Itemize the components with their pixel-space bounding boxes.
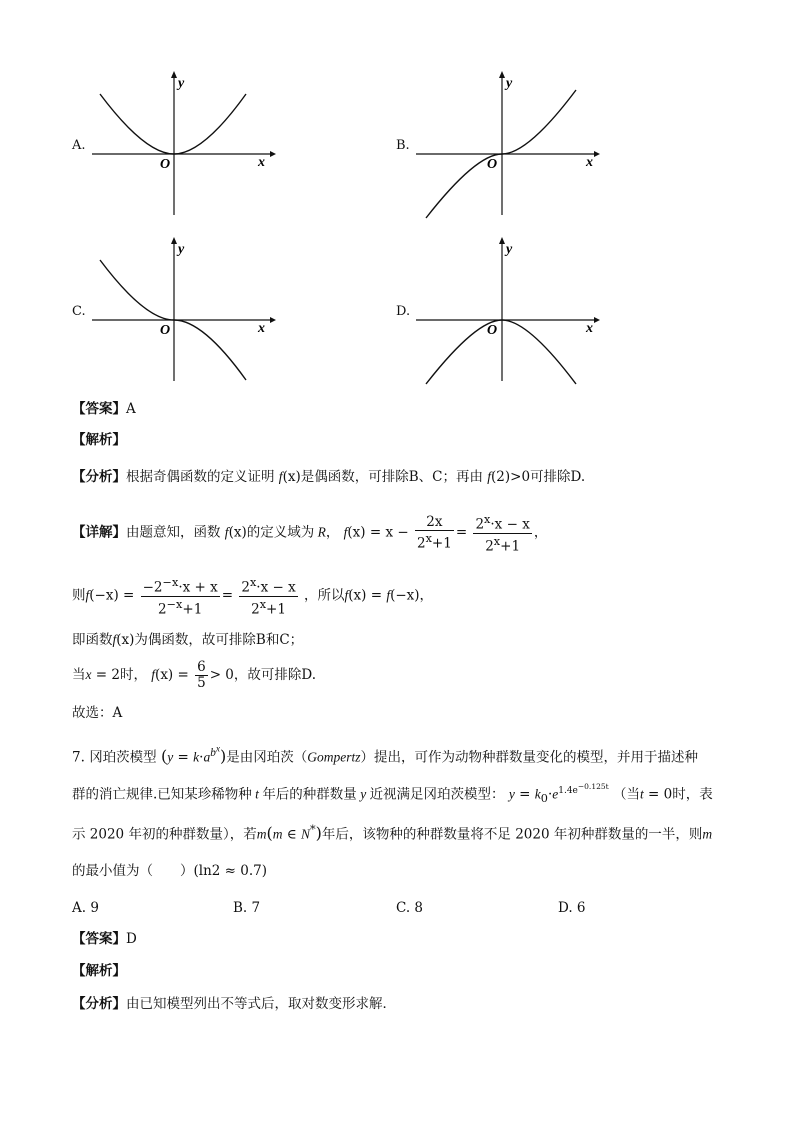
graph-c bbox=[90, 236, 280, 386]
choice-c: C. 8 bbox=[396, 900, 424, 916]
x-arrow-icon bbox=[594, 317, 600, 323]
curve bbox=[100, 94, 246, 154]
option-a-label: A. bbox=[72, 138, 86, 153]
x-label: x bbox=[258, 155, 265, 170]
y-arrow-icon bbox=[171, 71, 177, 78]
answer-line: 【答案】A bbox=[72, 401, 136, 417]
q7-line4: 的最小值为（ ）(ln2 ≈ 0.7) bbox=[72, 863, 267, 879]
q7-analysis-tag: 【解析】 bbox=[72, 963, 126, 979]
svg-text:O: O bbox=[487, 157, 498, 172]
curve bbox=[426, 320, 576, 384]
value-line: 当x = 2时， f(x) = $\frac{6}{5}$ > 0，故可排除D. bbox=[72, 659, 317, 691]
y-arrow-icon bbox=[499, 237, 505, 244]
choice-d: D. 6 bbox=[558, 900, 586, 916]
x-arrow-icon bbox=[594, 151, 600, 157]
q7-line2: 群的消亡规律.已知某珍稀物种 t 年后的种群数量 y 近视满足冈珀茨模型： $y = k_0\cdot e^{1.4e^{-0.125t}}$ （当t = 0时，表 bbox=[72, 782, 713, 806]
choice-a: A. 9 bbox=[72, 900, 99, 916]
y-label: y bbox=[178, 76, 185, 91]
svg-text:O: O bbox=[487, 323, 498, 338]
svg-text:y: y bbox=[506, 242, 513, 257]
analysis-tag: 【解析】 bbox=[72, 432, 126, 448]
choice-b: B. 7 bbox=[233, 900, 261, 916]
y-arrow-icon bbox=[499, 71, 505, 78]
svg-text:x: x bbox=[586, 155, 593, 170]
fenxi-line: 【分析】根据奇偶函数的定义证明 f(x)是偶函数，可排除B、C；再由 f(2)>0可排除D. bbox=[72, 469, 586, 485]
option-b-label: B. bbox=[396, 138, 410, 153]
origin-label: O bbox=[160, 157, 171, 172]
option-c-label: C. bbox=[72, 304, 86, 319]
svg-text:x: x bbox=[258, 321, 265, 336]
graph-a bbox=[90, 70, 280, 220]
svg-text:y: y bbox=[178, 242, 185, 257]
y-arrow-icon bbox=[171, 237, 177, 244]
q7-answer: 【答案】D bbox=[72, 931, 137, 947]
q7-fenxi: 【分析】由已知模型列出不等式后，取对数变形求解． bbox=[72, 996, 396, 1012]
option-d-label: D. bbox=[396, 304, 411, 319]
svg-text:x: x bbox=[586, 321, 593, 336]
graph-b bbox=[414, 70, 604, 220]
xiangjie-line: 【详解】由题意知，函数 f(x)的定义域为 R， f(x) = x − $\frac{2x}{2^x+1}$ = $\frac{2^x\cdot x - x}{2^x+1}$ ， bbox=[72, 513, 548, 554]
q7-line3: 示 2020 年初的种群数量），若m(m ∈ N*)年后，该物种的种群数量将不足 2020 年初种群数量的一半，则m bbox=[72, 823, 713, 843]
derivation-line: 则f(−x) = $\frac{-2^{-x}\cdot x + x}{2^{-x}+1}$ = $\frac{2^x\cdot x - x}{2^x+1}$ ，所以f(x) = f(−x)， bbox=[72, 576, 434, 617]
x-arrow-icon bbox=[270, 151, 276, 157]
x-arrow-icon bbox=[270, 317, 276, 323]
graph-d bbox=[414, 236, 604, 386]
svg-text:y: y bbox=[506, 76, 513, 91]
q7-line1: 7. 冈珀茨模型 $(y = k\cdot a^{b^x})$是由冈珀茨（Gompertz）提出，可作为动物种群数量变化的模型，并用于描述种 bbox=[72, 744, 698, 766]
choose-line: 故选：A bbox=[72, 705, 123, 721]
even-line: 即函数f(x)为偶函数，故可排除B和C； bbox=[72, 632, 304, 648]
svg-text:O: O bbox=[160, 323, 171, 338]
